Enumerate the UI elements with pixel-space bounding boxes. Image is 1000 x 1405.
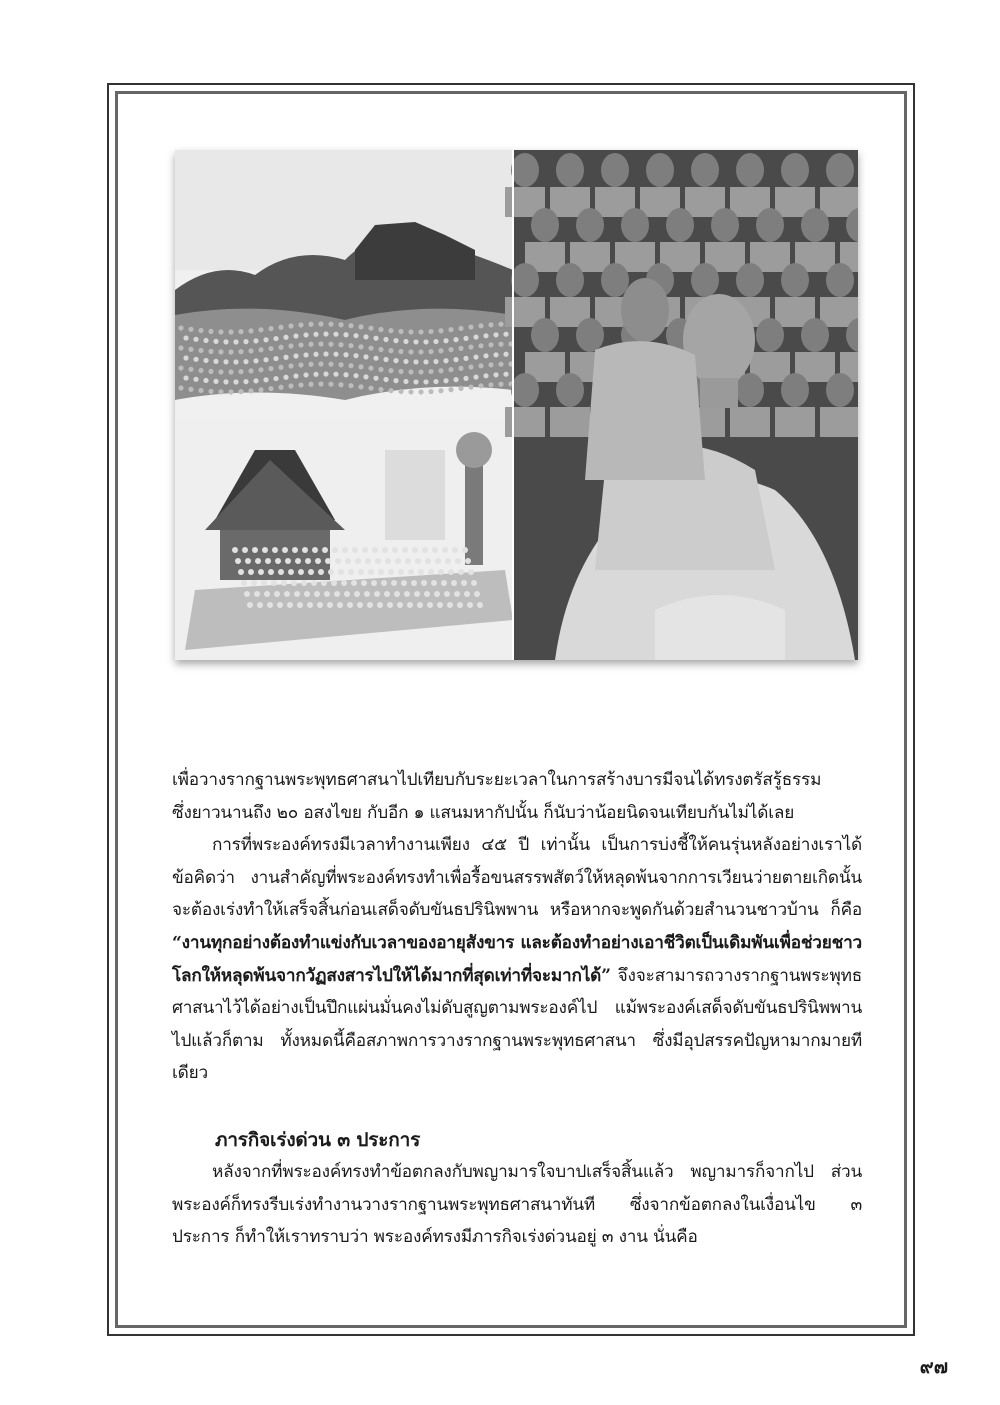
meditating-monks-photo — [505, 150, 858, 660]
paragraph-1-line-2: ซึ่งยาวนานถึง ๒๐ อสงไขย กับอีก ๑ แสนมหากัปนั้น ก็นับว่าน้อยนิดจนเทียบกันไม่ได้เลย — [172, 802, 795, 823]
paragraph-2-quote: “งานทุกอย่างต้องทำแข่งกับเวลาของอายุสังขาร และต้องทำอย่างเอาชีวิตเป็นเดิมพันเพื่อช่วยชาวโลกให้หลุดพ้นจากวัฏสงสารไปให้ได้มากที่สุดเท่าที่จะมากได้” — [172, 932, 862, 986]
body-text — [172, 764, 862, 1254]
paragraph-2-end: จึงจะสามารถวางรากฐานพระพุทธศาสนาไว้ได้อย่างเป็นปึกแผ่นมั่นคงไม่ดับสูญตามพระองค์ไป แม้พระองค์เสด็จดับขันธปรินิพพานไปแล้วก็ตาม ทั้งหมดนี้คือสภาพการวางรากฐานพระพุทธศาสนา ซึ่งมีอุปสรรคปัญหามากมายทีเดียว — [172, 965, 862, 1084]
temple-rock-gathering-photo — [175, 150, 519, 420]
paragraph-2-intro: การที่พระองค์ทรงมีเวลาทำงานเพียง ๔๕ ปี เท่านั้น เป็นการบ่งชี้ให้คนรุ่นหลังอย่างเราได้ข้อคิดว่า งานสำคัญที่พระองค์ทรงทำเพื่อรื้อขนสรรพสัตว์ให้หลุดพ้นจากการเวียนว่ายตายเกิดนั้น จะต้องเร่งทำให้เสร็จสิ้นก่อนเสด็จดับขันธปรินิพพาน หรือหากจะพูดกันด้วยสำนวนชาวบ้าน ก็คือ — [172, 835, 862, 921]
temple-courtyard-monks-photo — [175, 420, 513, 660]
paragraph-2 — [172, 829, 862, 1090]
photo-collage — [175, 150, 858, 660]
paragraph-3: หลังจากที่พระองค์ทรงทำข้อตกลงกับพญามารใจบาปเสร็จสิ้นแล้ว พญามารก็จากไป ส่วนพระองค์ก็ทรงรีบเร่งทำงานวางรากฐานพระพุทธศาสนาทันที ซึ่งจากข้อตกลงในเงื่อนไข ๓ ประการ ก็ทำให้เราทราบว่า พระองค์ทรงมีภารกิจเร่งด่วนอยู่ ๓ งาน นั่นคือ — [172, 1161, 862, 1248]
paragraph-1-line-1: เพื่อวางรากฐานพระพุทธศาสนาไปเทียบกับระยะเวลาในการสร้างบารมีจนได้ทรงตรัสรู้ธรรม — [172, 770, 822, 790]
page-number: ๙๗ — [919, 1356, 948, 1378]
section-heading: ภารกิจเร่งด่วน ๓ ประการ — [215, 1128, 421, 1151]
